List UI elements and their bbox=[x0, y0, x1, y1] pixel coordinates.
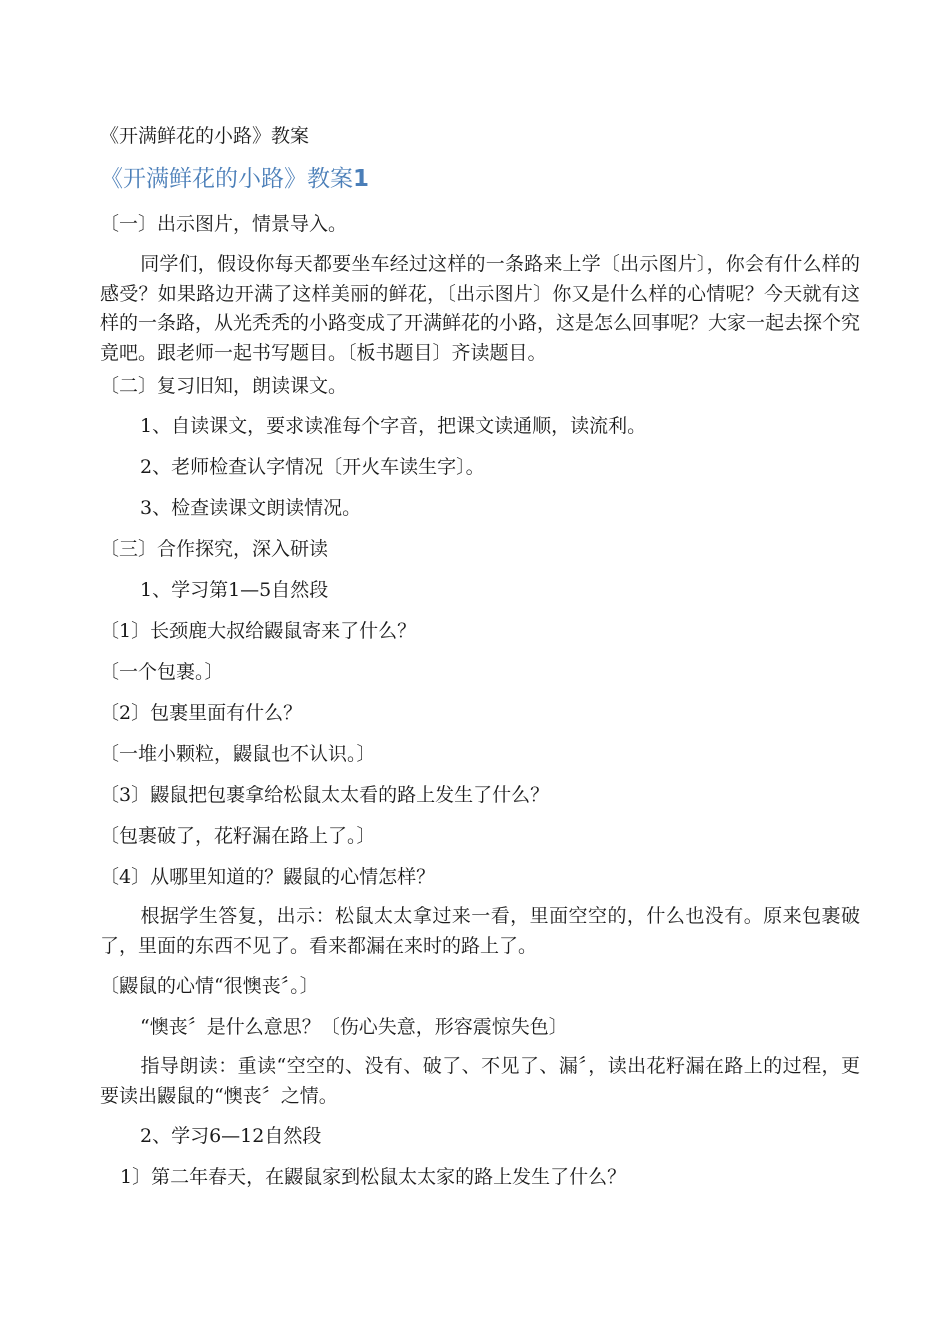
answer-4-paragraph: 根据学生答复，出示：松鼠太太拿过来一看，里面空空的，什么也没有。原来包裹破了，里面的东西不见了。看来都漏在来时的路上了。 bbox=[100, 905, 860, 957]
reading-guide: 指导朗读：重读“空空的、没有、破了、不见了、漏〞，读出花籽漏在路上的过程，更要读出鼹鼠的“懊丧〞之情。 bbox=[100, 1055, 860, 1107]
question-4: 〔4〕从哪里知道的？鼹鼠的心情怎样？ bbox=[100, 866, 436, 888]
heading-number: 1 bbox=[353, 166, 370, 192]
answer-1: 〔一个包裹。〕 bbox=[100, 661, 224, 683]
section2-head: 〔二〕复习旧知，朗读课文。 bbox=[100, 375, 348, 397]
heading-text: 《开满鲜花的小路》教案 bbox=[100, 166, 353, 192]
section2-item-1: 1、自读课文，要求读准每个字音，把课文读通顺，读流利。 bbox=[140, 415, 647, 437]
section3-head: 〔三〕合作探究，深入研读 bbox=[100, 538, 329, 560]
question-2: 〔2〕包裹里面有什么？ bbox=[100, 702, 303, 724]
answer-4-mood: 〔鼹鼠的心情“很懊丧〞。〕 bbox=[100, 975, 319, 997]
section1-paragraph: 同学们，假设你每天都要坐车经过这样的一条路来上学〔出示图片〕，你会有什么样的感受？如果路边开满了这样美丽的鲜花，〔出示图片〕你又是什么样的心情呢？今天就有这样的一条路，从光秃秃的小路变成了开满鲜花的小路，这是怎么回事呢？大家一起去探个究竟吧。跟老师一起书写题目。〔板书题目〕齐读题目。 bbox=[100, 253, 861, 364]
section1-head: 〔一〕出示图片，情景导入。 bbox=[100, 213, 348, 235]
section2-item-3: 3、检查读课文朗读情况。 bbox=[140, 497, 362, 519]
section2-item-2: 2、老师检查认字情况〔开火车读生字〕。 bbox=[140, 456, 485, 478]
question-3: 〔3〕鼹鼠把包裹拿给松鼠太太看的路上发生了什么？ bbox=[100, 784, 550, 806]
question-1: 〔1〕长颈鹿大叔给鼹鼠寄来了什么？ bbox=[100, 620, 417, 642]
section-heading bbox=[100, 165, 369, 193]
answer-2: 〔一堆小颗粒，鼹鼠也不认识。〕 bbox=[100, 743, 376, 765]
answer-3: 〔包裹破了，花籽漏在路上了。〕 bbox=[100, 825, 376, 847]
question-5: 1〕第二年春天，在鼹鼠家到松鼠太太家的路上发生了什么？ bbox=[120, 1166, 627, 1188]
word-meaning: “懊丧〞是什么意思？〔伤心失意，形容震惊失色〕 bbox=[140, 1016, 568, 1038]
section3-sub2: 2、学习6—12自然段 bbox=[140, 1125, 322, 1147]
section3-sub1: 1、学习第1—5自然段 bbox=[140, 579, 329, 601]
document-title: 《开满鲜花的小路》教案 bbox=[100, 125, 310, 147]
